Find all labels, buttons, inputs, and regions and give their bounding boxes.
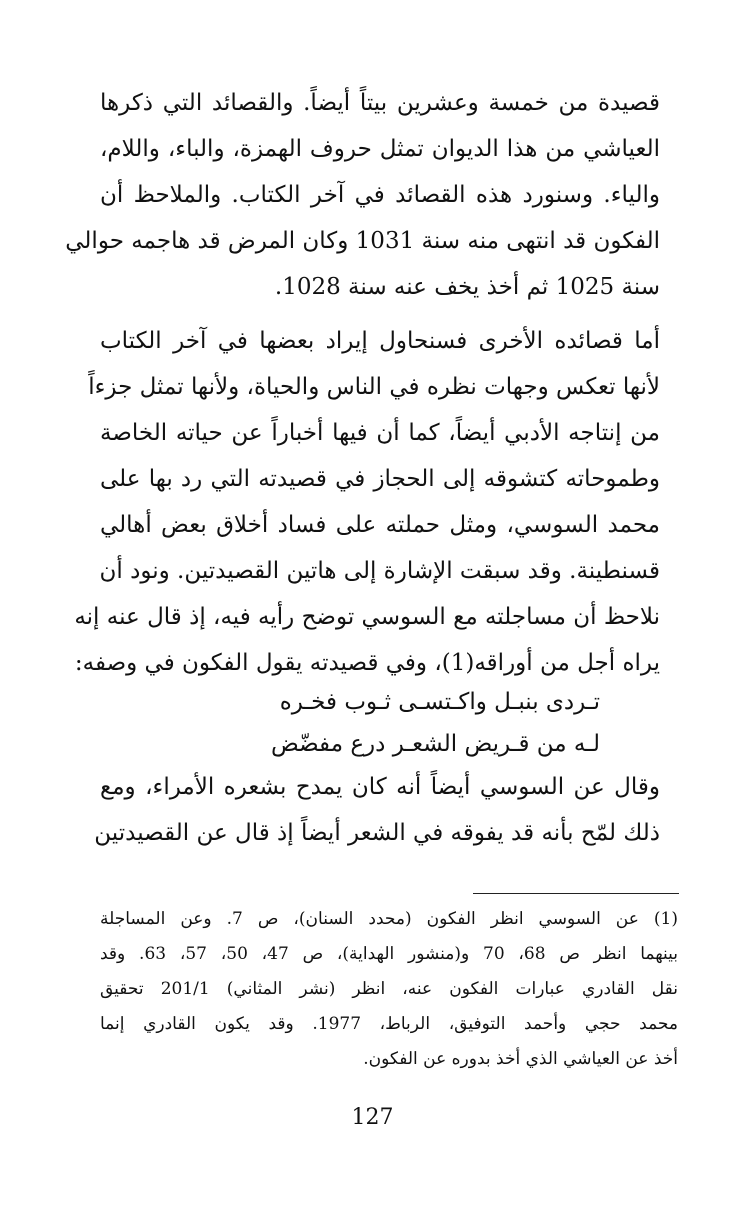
page-number: 127 — [351, 1105, 394, 1130]
text-line: يراه أجل من أوراقه(1)، وفي قصيدته يقول الفكون في وصفه: — [74, 650, 660, 676]
paragraph-2 — [74, 318, 660, 686]
text-line: الفكون قد انتهى منه سنة 1031 وكان المرض قد هاجمه حوالي — [65, 228, 660, 254]
footnote-divider — [473, 893, 679, 894]
text-line: لأنها تعكس وجهات نظره في الناس والحياة، ولأنها تمثل جزءاً — [88, 374, 660, 400]
text-line: من إنتاجه الأدبي أيضاً، كما أن فيها أخباراً عن حياته الخاصة — [100, 420, 660, 446]
paragraph-3 — [94, 764, 660, 856]
text-line: قسنطينة. وقد سبقت الإشارة إلى هاتين القصيدتين. ونود أن — [99, 558, 660, 584]
footnotes — [100, 902, 678, 1077]
text-line: وطموحاته كتشوقه إلى الحجاز في قصيدته التي رد بها على — [100, 466, 660, 492]
text-line: العياشي من هذا الديوان تمثل حروف الهمزة، والباء، واللام، — [100, 136, 660, 162]
poem-verse-1: تـردى بنبـل واكـتسـى ثـوب فخـره — [279, 689, 600, 715]
text-line: محمد السوسي، ومثل حملته على فساد أخلاق بعض أهالي — [100, 512, 660, 538]
poem-verse-2: لـه من قـريض الشعـر درع مفضّض — [270, 731, 600, 757]
footnote-line: نقل القادري عبارات الفكون عنه، انظر (نشر المثاني) 201/1 تحقيق — [100, 979, 678, 999]
footnote-line: أخذ عن العياشي الذي أخذ بدوره عن الفكون. — [363, 1049, 678, 1069]
paragraph-1 — [65, 80, 660, 310]
text-line: ذلك لمّح بأنه قد يفوقه في الشعر أيضاً إذ قال عن القصيدتين — [94, 820, 660, 846]
footnote-line: محمد حجي وأحمد التوفيق، الرباط، 1977. وقد يكون القادري إنما — [100, 1014, 678, 1034]
text-line: قصيدة من خمسة وعشرين بيتاً أيضاً. والقصائد التي ذكرها — [100, 90, 660, 116]
text-line: سنة 1025 ثم أخذ يخف عنه سنة 1028. — [274, 274, 660, 300]
footnote-line: (1) عن السوسي انظر الفكون (محدد السنان)، ص 7. وعن المساجلة — [100, 909, 678, 929]
text-line: وقال عن السوسي أيضاً أنه كان يمدح بشعره الأمراء، ومع — [100, 774, 660, 800]
text-line: والياء. وسنورد هذه القصائد في آخر الكتاب. والملاحظ أن — [100, 182, 660, 208]
footnote-line: بينهما انظر ص 68، 70 و(منشور الهداية)، ص 47، 50، 57، 63. وقد — [100, 944, 679, 964]
text-line: أما قصائده الأخرى فسنحاول إيراد بعضها في آخر الكتاب — [100, 328, 660, 354]
text-line: نلاحظ أن مساجلته مع السوسي توضح رأيه فيه، إذ قال عنه إنه — [74, 604, 660, 630]
